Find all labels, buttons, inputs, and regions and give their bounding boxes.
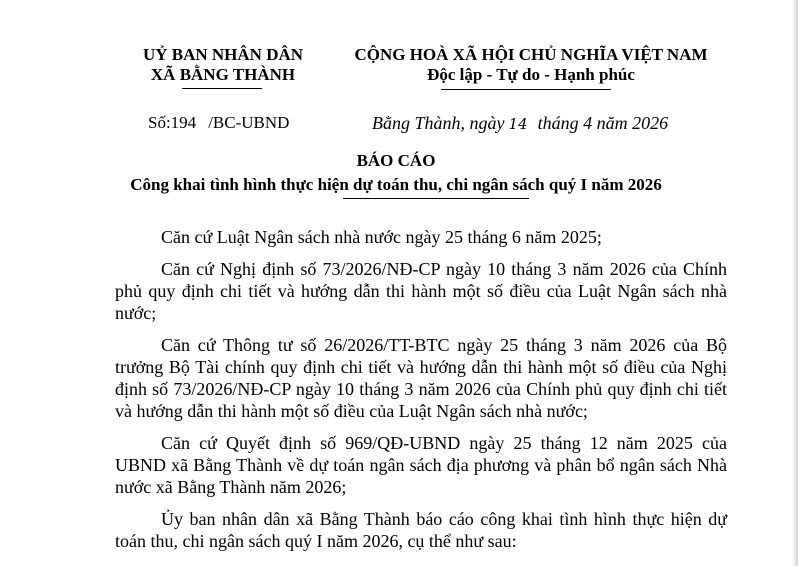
- page-edge-shadow: [792, 0, 798, 566]
- paragraph-intro: Ủy ban nhân dân xã Bằng Thành báo cáo công khai tình hình thực hiện dự toán thu, chi ngân sách quý I năm 2026, cụ thể như sau:: [115, 509, 727, 551]
- date-month-year: tháng 4 năm 2026: [537, 113, 669, 133]
- report-body: [115, 226, 727, 562]
- paragraph-legal-basis-3: Căn cứ Thông tư số 26/2026/TT-BTC ngày 25 tháng 3 năm 2026 của Bộ trưởng Bộ Tài chính quy định chi tiết và hướng dẫn thi hành một số điều của Nghị định số 73/2026/NĐ-CP ngày 10 tháng 3 năm 2026 của Chính phủ quy định chi tiết và hướng dẫn thi hành một số điều của Luật Ngân sách nhà nước;: [115, 335, 727, 421]
- agency-name-line2: XÃ BẰNG THÀNH: [150, 65, 296, 84]
- country-name: CỘNG HOÀ XÃ HỘI CHỦ NGHĨA VIỆT NAM: [354, 45, 708, 64]
- agency-underline: [182, 88, 262, 89]
- agency-name-line1: UỶ BAN NHÂN DÂN: [142, 45, 304, 64]
- document-number: [148, 113, 289, 133]
- paragraph-legal-basis-4: Căn cứ Quyết định số 969/QĐ-UBND ngày 25 tháng 12 năm 2025 của UBND xã Bằng Thành về dự toán ngân sách địa phương và phân bổ ngân sách Nhà nước xã Bằng Thành năm 2026;: [115, 433, 727, 497]
- issuing-agency: [120, 45, 326, 85]
- document-number-prefix: Số:194: [148, 113, 197, 132]
- report-title: BÁO CÁO: [356, 151, 436, 170]
- title-underline: [343, 198, 529, 199]
- paragraph-legal-basis-1: Căn cứ Luật Ngân sách nhà nước ngày 25 tháng 6 năm 2025;: [161, 227, 602, 247]
- motto-underline: [441, 89, 611, 90]
- date-day: 14: [508, 115, 528, 133]
- report-subtitle: Công khai tình hình thực hiện dự toán thu, chi ngân sách quý I năm 2026: [130, 175, 662, 194]
- document-number-suffix: /BC-UBND: [208, 113, 290, 132]
- date-place-prefix: Bằng Thành, ngày: [372, 113, 505, 133]
- paragraph-legal-basis-2: Căn cứ Nghị định số 73/2026/NĐ-CP ngày 10 tháng 3 năm 2026 của Chính phủ quy định chi tiết và hướng dẫn thi hành một số điều của Luật Ngân sách nhà nước;: [115, 259, 727, 323]
- motto-line: Độc lập - Tự do - Hạnh phúc: [427, 65, 635, 84]
- national-motto: [330, 45, 732, 85]
- place-and-date: [372, 113, 668, 134]
